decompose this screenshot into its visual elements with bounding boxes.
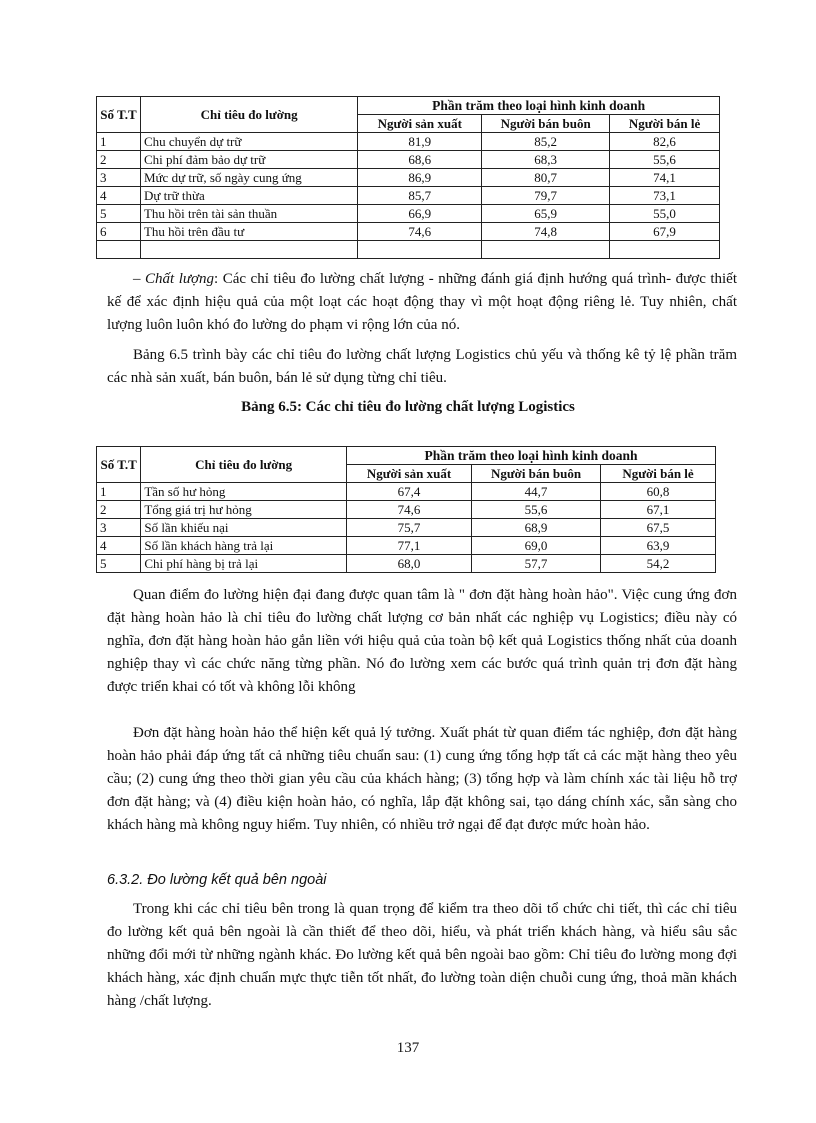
table-row <box>97 483 716 501</box>
wholesaler-value: 55,6 <box>472 501 601 519</box>
producer-value: 74,6 <box>347 501 472 519</box>
wholesaler-value: 79,7 <box>482 187 610 205</box>
table1-col-retailer: Người bán lẻ <box>610 115 720 133</box>
row-number: 1 <box>97 133 141 151</box>
producer-value: 75,7 <box>347 519 472 537</box>
row-number: 6 <box>97 223 141 241</box>
producer-value: 85,7 <box>358 187 482 205</box>
empty-cell <box>610 241 720 259</box>
perfect-order-paragraph: Quan điểm đo lường hiện đại đang được quan tâm là " đơn đặt hàng hoàn hảo". Việc cung ứng đơn đặt hàng hoàn hảo là chỉ tiêu đo lường chất lượng cơ bản nhất các nghiệp vụ Logistics; điều này có nghĩa, đơn đặt hàng hoàn hảo gắn liền với hiệu quả của toàn bộ kết quả Logistics thống nhất của doanh nghiệp thay vì các chức năng từng phần. Nó đo lường xem các bước quá trình quản trị đơn đặt hàng được triển khai có tốt và không lỗi không <box>107 587 737 695</box>
row-number: 1 <box>97 483 141 501</box>
table2-col-retailer: Người bán lẻ <box>601 465 716 483</box>
ideal-result-paragraph: Đơn đặt hàng hoàn hảo thể hiện kết quả lý tưởng. Xuất phát từ quan điểm tác nghiệp, đơn đặt hàng hoàn hảo phải đáp ứng tất cả những tiêu chuẩn sau: (1) cung ứng tổng hợp tất cả các mặt hàng theo yêu cầu; (2) cung ứng theo thời gian yêu cầu của khách hàng; (3) tổng hợp và làm chính xác tài liệu hỗ trợ đơn đặt hàng; và (4) điều kiện hoàn hảo, có nghĩa, lắp đặt không sai, tạo dáng chính xác, sẵn sàng cho khách hàng mà không nguy hiểm. Tuy nhiên, có nhiều trở ngại để đạt được mức hoàn hảo. <box>107 725 737 833</box>
metric-name: Tần số hư hỏng <box>141 483 347 501</box>
external-metrics-paragraph: Trong khi các chỉ tiêu bên trong là quan trọng để kiểm tra theo dõi tổ chức chi tiết, thì các chỉ tiêu đo lường kết quả bên ngoài là cần thiết để theo dõi, hiểu, và phát triển khách hàng, và hiểu sâu sắc những đổi mới từ những ngành khác. Đo lường kết quả bên ngoài bao gồm: Chỉ tiêu đo lường mong đợi khách hàng, xác định chuẩn mực thực tiễn tốt nhất, đo lường toàn diện chuỗi cung ứng, thoả mãn khách hàng /chất lượng. <box>107 901 737 1009</box>
wholesaler-value: 80,7 <box>482 169 610 187</box>
metric-name: Số lần khách hàng trả lại <box>141 537 347 555</box>
metric-name: Tổng giá trị hư hỏng <box>141 501 347 519</box>
table-row <box>97 133 720 151</box>
table1-col-producer: Người sản xuất <box>358 115 482 133</box>
quality-metrics-table <box>96 446 716 573</box>
wholesaler-value: 69,0 <box>472 537 601 555</box>
producer-value: 74,6 <box>358 223 482 241</box>
metric-name: Mức dự trữ, số ngày cung ứng <box>140 169 357 187</box>
empty-cell <box>140 241 357 259</box>
retailer-value: 63,9 <box>601 537 716 555</box>
row-number: 3 <box>97 519 141 537</box>
row-number: 5 <box>97 205 141 223</box>
table1-col-metric: Chỉ tiêu đo lường <box>140 97 357 133</box>
row-number: 4 <box>97 537 141 555</box>
retailer-value: 74,1 <box>610 169 720 187</box>
quality-paragraph <box>107 268 737 337</box>
row-number: 3 <box>97 169 141 187</box>
table-row <box>97 187 720 205</box>
producer-value: 77,1 <box>347 537 472 555</box>
wholesaler-value: 85,2 <box>482 133 610 151</box>
table1-col-stt: Số T.T <box>97 97 141 133</box>
table2-col-stt: Số T.T <box>97 447 141 483</box>
table1-group-header: Phần trăm theo loại hình kinh doanh <box>358 97 720 115</box>
wholesaler-value: 44,7 <box>472 483 601 501</box>
section-heading-6-3-2: 6.3.2. Đo lường kết quả bên ngoài <box>107 872 327 888</box>
retailer-value: 55,0 <box>610 205 720 223</box>
producer-value: 68,6 <box>358 151 482 169</box>
table2-col-metric: Chỉ tiêu đo lường <box>141 447 347 483</box>
retailer-value: 73,1 <box>610 187 720 205</box>
row-number: 4 <box>97 187 141 205</box>
table-row <box>97 169 720 187</box>
retailer-value: 67,9 <box>610 223 720 241</box>
wholesaler-value: 57,7 <box>472 555 601 573</box>
producer-value: 86,9 <box>358 169 482 187</box>
table2-group-header: Phần trăm theo loại hình kinh doanh <box>347 447 716 465</box>
wholesaler-value: 65,9 <box>482 205 610 223</box>
table2-col-producer: Người sản xuất <box>347 465 472 483</box>
retailer-value: 67,1 <box>601 501 716 519</box>
inventory-metrics-table <box>96 96 720 259</box>
metric-name: Số lần khiếu nại <box>141 519 347 537</box>
page-number: 137 <box>396 1040 420 1056</box>
table-row <box>97 223 720 241</box>
table-row <box>97 151 720 169</box>
table65-caption: Bảng 6.5: Các chỉ tiêu đo lường chất lượng Logistics <box>241 399 575 415</box>
metric-name: Thu hồi trên tài sản thuần <box>140 205 357 223</box>
dash: – <box>133 271 146 287</box>
producer-value: 68,0 <box>347 555 472 573</box>
table65-intro-paragraph: Bảng 6.5 trình bày các chỉ tiêu đo lường chất lượng Logistics chủ yếu và thống kê tỷ lệ phần trăm các nhà sản xuất, bán buôn, bán lẻ sử dụng từng chỉ tiêu. <box>107 347 737 386</box>
empty-cell <box>97 241 141 259</box>
quality-text: : Các chỉ tiêu đo lường chất lượng - những đánh giá định hướng quá trình- được thiết kế để xác định hiệu quả của một loạt các hoạt động thay vì một hoạt động riêng lẻ. Tuy nhiên, chất lượng luôn luôn khó đo lường do phạm vi rộng lớn của nó. <box>107 271 738 333</box>
table-row-empty <box>97 241 720 259</box>
table-row <box>97 205 720 223</box>
retailer-value: 82,6 <box>610 133 720 151</box>
table-row <box>97 501 716 519</box>
retailer-value: 60,8 <box>601 483 716 501</box>
retailer-value: 54,2 <box>601 555 716 573</box>
metric-name: Thu hồi trên đầu tư <box>140 223 357 241</box>
empty-cell <box>482 241 610 259</box>
table1-col-wholesaler: Người bán buôn <box>482 115 610 133</box>
retailer-value: 67,5 <box>601 519 716 537</box>
wholesaler-value: 68,3 <box>482 151 610 169</box>
empty-cell <box>358 241 482 259</box>
table-row <box>97 555 716 573</box>
row-number: 2 <box>97 501 141 519</box>
retailer-value: 55,6 <box>610 151 720 169</box>
metric-name: Chu chuyển dự trữ <box>140 133 357 151</box>
producer-value: 66,9 <box>358 205 482 223</box>
metric-name: Chi phí đảm bảo dự trữ <box>140 151 357 169</box>
table-row <box>97 519 716 537</box>
quality-term: Chất lượng <box>145 271 215 287</box>
producer-value: 67,4 <box>347 483 472 501</box>
row-number: 5 <box>97 555 141 573</box>
producer-value: 81,9 <box>358 133 482 151</box>
wholesaler-value: 68,9 <box>472 519 601 537</box>
row-number: 2 <box>97 151 141 169</box>
wholesaler-value: 74,8 <box>482 223 610 241</box>
table-row <box>97 537 716 555</box>
table2-col-wholesaler: Người bán buôn <box>472 465 601 483</box>
metric-name: Chi phí hàng bị trả lại <box>141 555 347 573</box>
metric-name: Dự trữ thừa <box>140 187 357 205</box>
